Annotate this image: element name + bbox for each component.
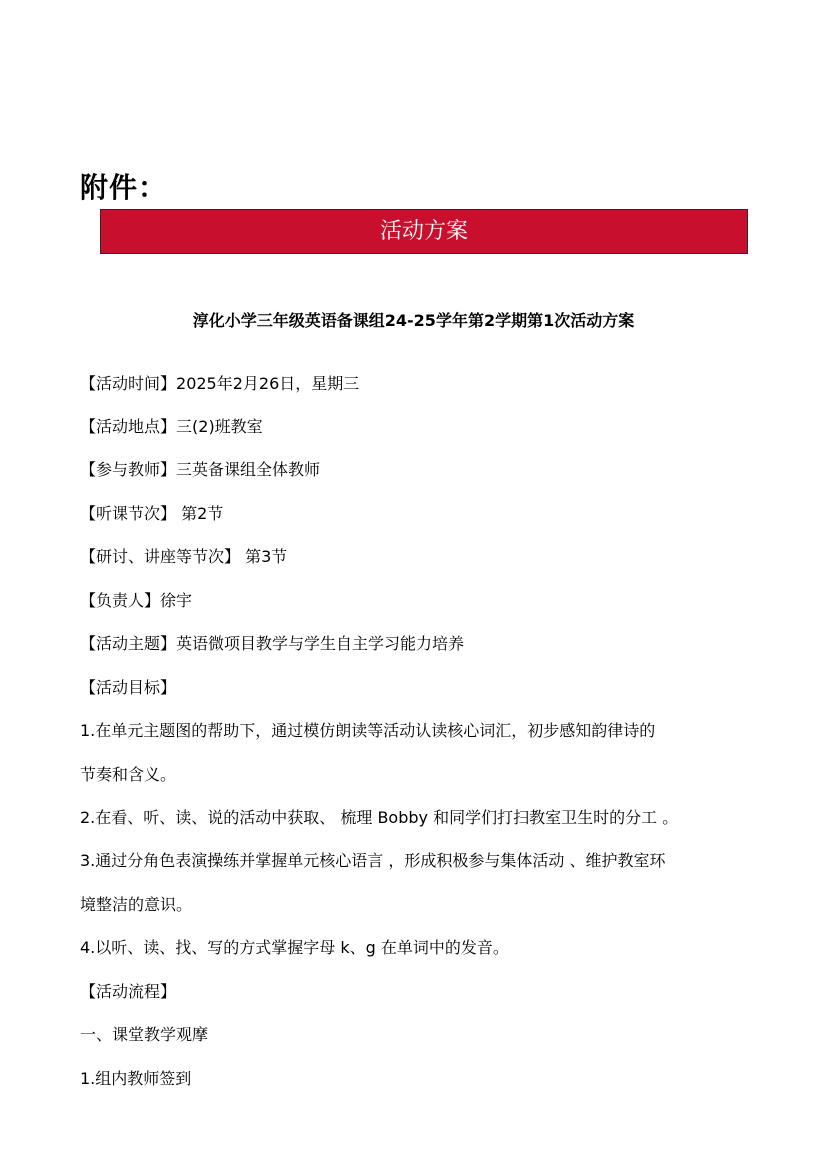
field-lesson-period xyxy=(80,501,223,527)
field-activity-theme xyxy=(80,631,464,657)
field-label: 【听课节次】 xyxy=(80,504,177,523)
banner-title: 活动方案 xyxy=(100,209,748,254)
field-value: 第3节 xyxy=(240,547,288,566)
goal-line: 节奏和含义。 xyxy=(80,765,177,784)
field-value: 三英备课组全体教师 xyxy=(176,460,321,479)
goal-item xyxy=(80,718,768,788)
goal-item xyxy=(80,805,768,831)
section-heading: 一、课堂教学观摩 xyxy=(80,1025,209,1044)
step-item: 1.组内教师签到 xyxy=(80,1069,192,1088)
document-title: 淳化小学三年级英语备课组24-25学年第2学期第1次活动方案 xyxy=(192,311,635,330)
field-activity-location xyxy=(80,414,263,440)
goal-line: 3.通过分角色表演操练并掌握单元核心语言 ，形成积极参与集体活动 、维护教室环 xyxy=(80,851,666,870)
process-heading: 【活动流程】 xyxy=(80,982,177,1001)
field-label: 【活动主题】 xyxy=(80,634,177,653)
field-participants xyxy=(80,457,320,483)
field-value: 三(2)班教室 xyxy=(176,417,263,436)
goals-heading: 【活动目标】 xyxy=(80,678,177,697)
field-value: 英语微项目教学与学生自主学习能力培养 xyxy=(176,634,465,653)
field-activity-time xyxy=(80,371,359,397)
field-value: 徐宇 xyxy=(160,591,193,610)
goal-line: 2.在看、听、读、说的活动中获取、 梳理 Bobby 和同学们打扫教室卫生时的分工 。 xyxy=(80,808,679,827)
field-label: 【研讨、讲座等节次】 xyxy=(80,547,241,566)
goal-line: 4.以听、读、找、写的方式掌握字母 k、g 在单词中的发音。 xyxy=(80,938,509,957)
field-label: 【活动地点】 xyxy=(80,417,177,436)
field-value: 2025年2月26日，星期三 xyxy=(176,374,360,393)
field-label: 【负责人】 xyxy=(80,591,161,610)
attachment-label: 附件： xyxy=(80,171,168,204)
field-person-in-charge xyxy=(80,588,192,614)
field-value: 第2节 xyxy=(176,504,224,523)
goal-item xyxy=(80,935,768,961)
field-label: 【参与教师】 xyxy=(80,460,177,479)
goal-item xyxy=(80,848,768,918)
field-discussion-period xyxy=(80,544,287,570)
field-label: 【活动时间】 xyxy=(80,374,177,393)
goal-line: 1.在单元主题图的帮助下，通过模仿朗读等活动认读核心词汇，初步感知韵律诗的 xyxy=(80,721,656,740)
goal-line: 境整洁的意识。 xyxy=(80,895,193,914)
